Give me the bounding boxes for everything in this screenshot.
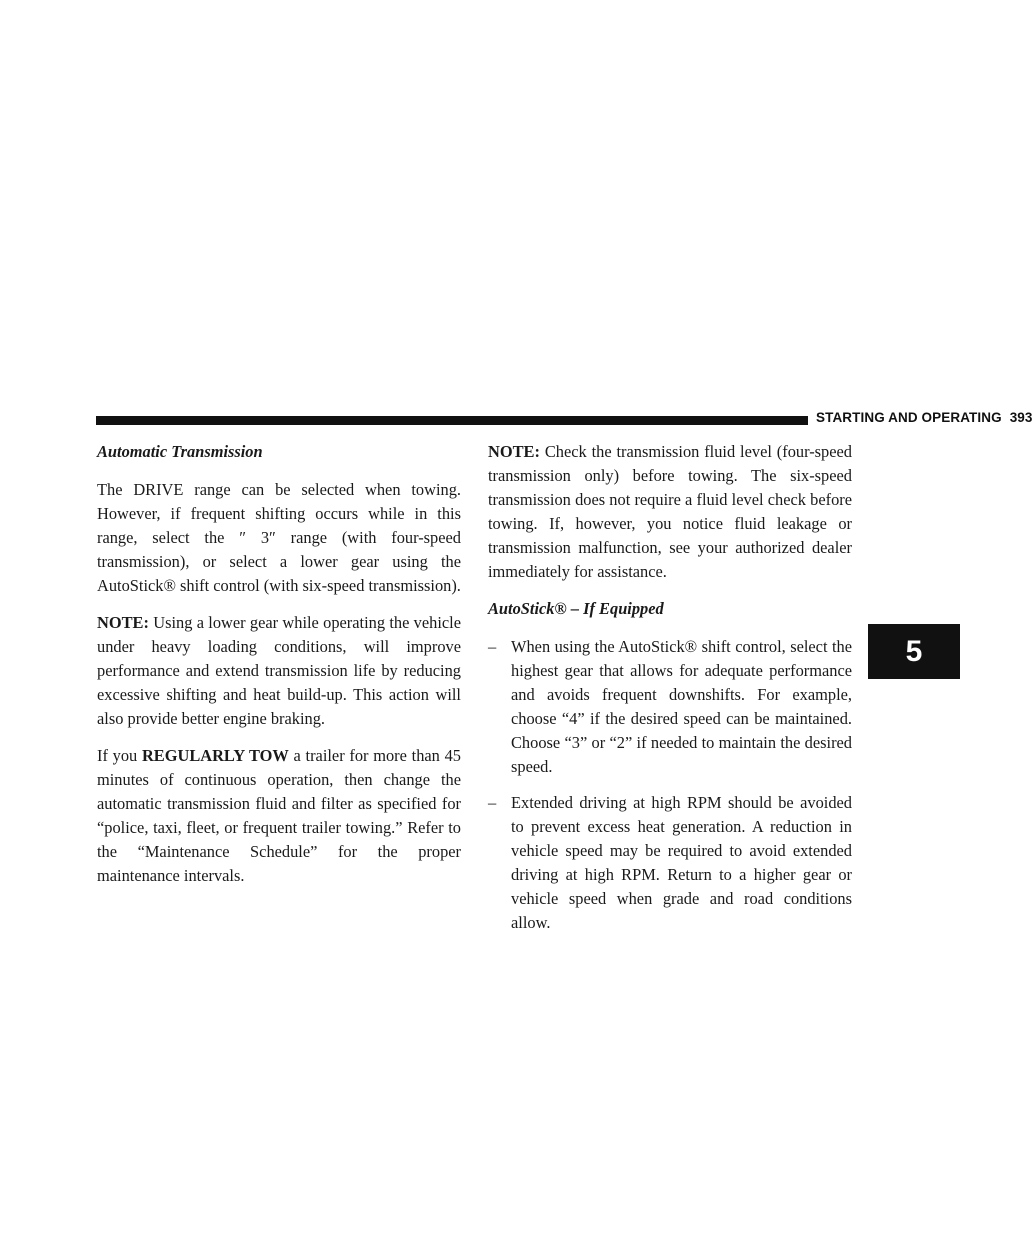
chapter-tab[interactable]: 5	[868, 624, 960, 679]
autostick-list	[488, 635, 852, 935]
section-title: STARTING AND OPERATING	[816, 410, 1002, 425]
section-heading-autostick: AutoStick® – If Equipped	[488, 599, 664, 618]
note-label: NOTE:	[97, 613, 149, 632]
note-fluid-level	[488, 440, 852, 584]
note-text: Using a lower gear while operating the vehicle under heavy loading conditions, will improve performance and extend transmission life by reducing excessive shifting and heat build-up. This action will also provide better engine braking.	[97, 613, 461, 728]
header-rule	[96, 416, 808, 425]
running-header	[816, 410, 1033, 430]
page-number: 393	[1009, 410, 1033, 425]
note-label: NOTE:	[488, 442, 540, 461]
section-heading-automatic-transmission: Automatic Transmission	[97, 442, 263, 461]
list-item: – Extended driving at high RPM should be avoided to prevent excess heat generation. A reduction in vehicle speed may be required to avoid extended driving at high RPM. Return to a higher gear or vehicle speed when grade and road conditions allow.	[488, 793, 852, 932]
dash-bullet: –	[488, 637, 497, 656]
regular-tow-paragraph: If you REGULARLY TOW a trailer for more than 45 minutes of continuous operation, then change the automatic transmission fluid and filter as specified for “police, taxi, fleet, or frequent trailer towing.” Refer to the “Maintenance Schedule” for the proper maintenance intervals.	[97, 746, 461, 885]
dash-bullet: –	[488, 793, 497, 812]
note-text: Check the transmission fluid level (four-speed transmission only) before towing. The six-speed transmission does not require a fluid level check before towing. If, however, you notice fluid leakage or transmission malfunction, see your authorized dealer immediately for assistance.	[488, 442, 852, 581]
regularly-tow-emphasis: REGULARLY TOW	[141, 746, 289, 765]
left-column	[97, 440, 461, 901]
note-lower-gear	[97, 611, 461, 731]
right-column	[488, 440, 852, 947]
list-item: – When using the AutoStick® shift control, select the highest gear that allows for adequate performance and avoids frequent downshifts. For example, choose “4” if the desired speed can be maintained. Choose “3” or “2” if needed to maintain the desired speed.	[488, 637, 852, 776]
drive-range-paragraph: The DRIVE range can be selected when towing. However, if frequent shifting occurs while in this range, select the ″ 3″ range (with four-speed transmission), or select a lower gear using the AutoStick® shift control (with six-speed transmission).	[97, 480, 461, 595]
